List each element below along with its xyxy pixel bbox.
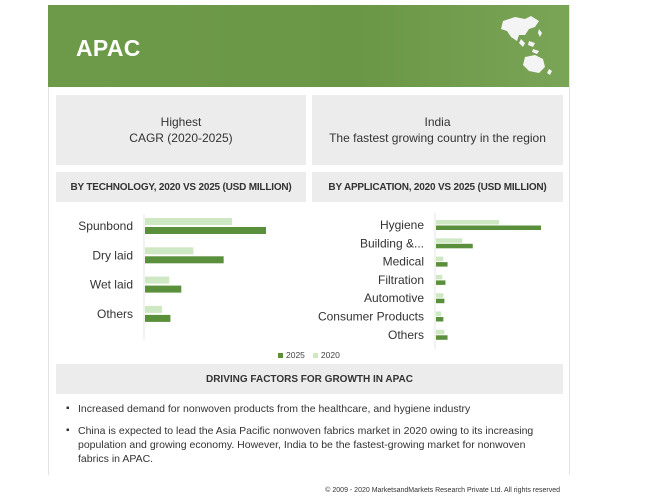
bar-2020-others (145, 306, 162, 313)
factor-item: ▪ China is expected to lead the Asia Pacific nonwoven fabrics market in 2020 owing to its increasing population and growing economy. However, India to be the fastest-growing market for nonwoven fabrics in APAC. (66, 424, 556, 466)
legend-item-2025 (278, 350, 305, 360)
bar-2025-medical (436, 262, 448, 267)
cagr-label: CAGR (2020-2025) (129, 131, 233, 145)
legend-swatch-2020 (313, 353, 318, 358)
legend-label-2025: 2025 (286, 350, 305, 360)
bar-2020-consumer-products (436, 312, 441, 317)
factor-item: ▪ Increased demand for nonwoven products from the healthcare, and hygiene industry (66, 402, 556, 416)
bar-2020-wet-laid (145, 277, 169, 284)
bar-2020-filtration (436, 275, 442, 280)
region-title: APAC (76, 35, 141, 61)
category-label-dry-laid: Dry laid (92, 248, 133, 263)
application-chart-title: BY APPLICATION, 2020 VS 2025 (USD MILLION) (312, 172, 563, 202)
copyright-footer: © 2009 - 2020 MarketsandMarkets Research Private Ltd. All rights reserved (325, 487, 560, 494)
bar-2025-others (436, 335, 448, 340)
bar-2020-dry-laid (145, 247, 193, 254)
category-label-medical: Medical (382, 254, 424, 269)
bar-2025-spunbond (145, 227, 266, 234)
bar-2025-building (436, 244, 473, 249)
category-label-spunbond: Spunbond (78, 219, 133, 233)
legend-item-2020 (313, 350, 340, 360)
driving-factors-heading: DRIVING FACTORS FOR GROWTH IN APAC (56, 364, 563, 394)
category-label-automotive: Automotive (363, 291, 424, 306)
bar-2020-automotive (436, 293, 443, 298)
category-label-building: Building &... (359, 236, 424, 251)
bar-2020-building (436, 238, 462, 243)
category-label-others: Others (96, 306, 133, 321)
bar-2020-medical (436, 257, 443, 262)
bar-2025-dry-laid (145, 256, 224, 263)
chart-legend (278, 350, 340, 360)
bar-2025-hygiene (436, 226, 541, 231)
technology-chart-title: BY TECHNOLOGY, 2020 VS 2025 (USD MILLION) (56, 172, 306, 202)
bar-2020-hygiene (436, 220, 499, 225)
category-label-wet-laid: Wet laid (89, 277, 133, 292)
bar-2020-others (436, 330, 444, 335)
country-name: India (424, 115, 451, 129)
legend-swatch-2025 (278, 353, 283, 358)
highest-label: Highest (160, 115, 202, 129)
country-description: The fastest growing country in the region (329, 131, 546, 145)
bar-2025-filtration (436, 280, 445, 285)
bar-2025-consumer-products (436, 317, 443, 322)
category-label-hygiene: Hygiene (379, 218, 424, 232)
bar-2020-spunbond (145, 218, 232, 225)
category-label-filtration: Filtration (377, 272, 424, 287)
legend-label-2020: 2020 (320, 350, 340, 360)
bar-2025-others (145, 315, 170, 322)
category-label-others: Others (387, 327, 424, 342)
category-label-consumer-products: Consumer Products (317, 309, 424, 324)
bar-2025-wet-laid (145, 286, 181, 293)
driving-factors-list (66, 402, 556, 474)
bar-2025-automotive (436, 299, 444, 304)
